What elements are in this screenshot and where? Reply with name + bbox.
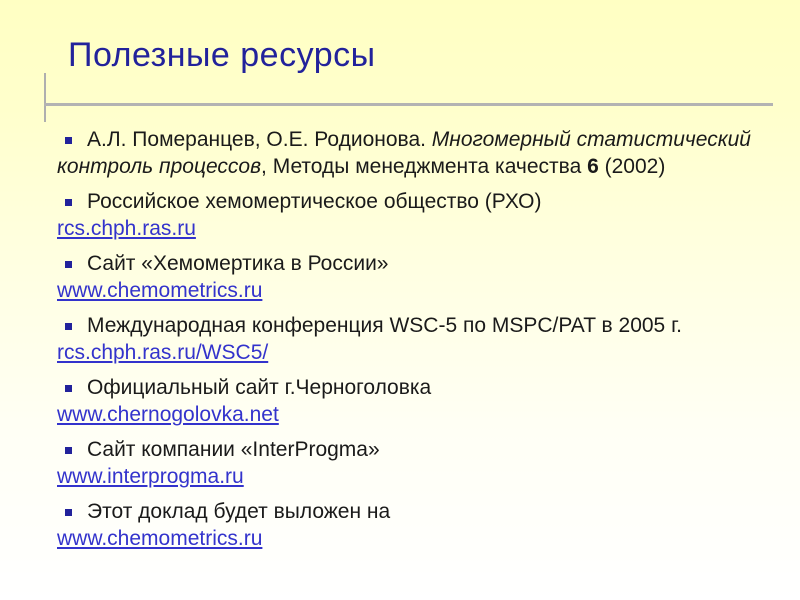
reference-issue: 6 (587, 155, 599, 178)
bullet-square-icon (65, 447, 72, 454)
resource-text: Российское хемомертическое общество (РХО) (87, 190, 542, 213)
bullet-square-icon (65, 385, 72, 392)
resource-item-wsc5-conference (57, 312, 785, 366)
resource-text: Официальный сайт г.Черноголовка (87, 376, 432, 399)
reference-journal: , Методы менеджмента качества (261, 155, 588, 178)
resource-text: Этот доклад будет выложен на (87, 500, 391, 523)
resource-link-wsc5[interactable]: rcs.chph.ras.ru/WSC5/ (57, 341, 269, 364)
resource-text: Сайт «Хемомертика в России» (87, 252, 389, 275)
reference-work-title-line2: контроль процессов (57, 155, 262, 178)
resource-link-interprogma-ru[interactable]: www.interprogma.ru (57, 465, 244, 488)
bullet-square-icon (65, 323, 72, 330)
slide-body (57, 126, 785, 552)
resource-item-interprogma (57, 436, 785, 490)
resource-item-this-talk (57, 498, 785, 552)
resource-link-chemometrics-ru[interactable]: www.chemometrics.ru (57, 527, 263, 550)
resource-link-chemometrics-ru[interactable]: www.chemometrics.ru (57, 279, 263, 302)
reference-year: (2002) (598, 155, 666, 178)
reference-item (57, 126, 785, 180)
title-vertical-rule (44, 73, 46, 122)
bullet-square-icon (65, 199, 72, 206)
slide-title: Полезные ресурсы (68, 36, 376, 74)
resource-item-chernogolovka (57, 374, 785, 428)
bullet-square-icon (65, 261, 72, 268)
resource-link-chernogolovka-net[interactable]: www.chernogolovka.net (57, 403, 279, 426)
resource-link-rcs-chph-ras-ru[interactable]: rcs.chph.ras.ru (57, 217, 196, 240)
reference-work-title-line1: Многомерный статистический (431, 128, 751, 151)
bullet-square-icon (65, 137, 72, 144)
resource-item-chemometrics-site (57, 250, 785, 304)
reference-authors: А.Л. Померанцев, О.Е. Родионова. (87, 128, 432, 151)
title-horizontal-rule (44, 103, 773, 106)
resource-text: Сайт компании «InterProgma» (87, 438, 380, 461)
bullet-square-icon (65, 509, 72, 516)
resource-item-rho (57, 188, 785, 242)
resource-text: Международная конференция WSC-5 по MSPC/PAT в 2005 г. (87, 314, 683, 337)
